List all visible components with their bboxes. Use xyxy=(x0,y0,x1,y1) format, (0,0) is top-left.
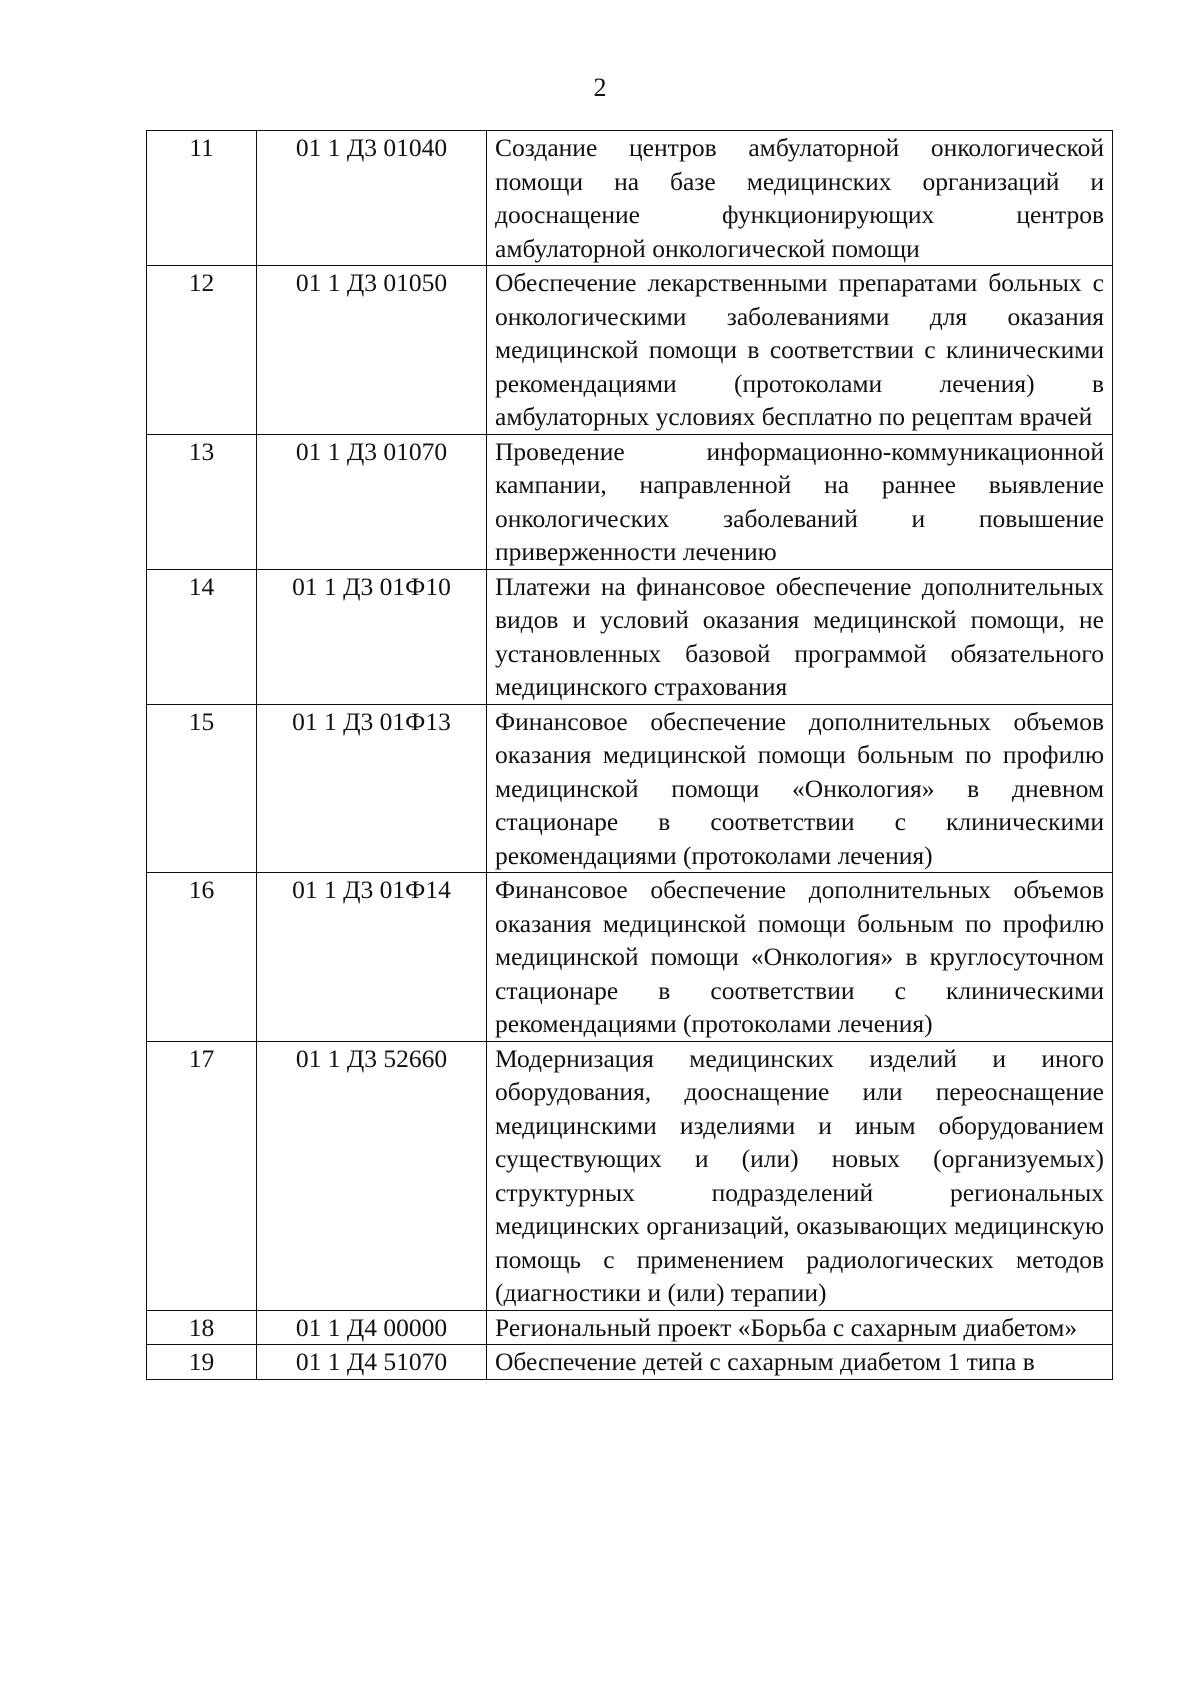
row-description: Платежи на финансовое обеспечение дополнительных видов и условий оказания медицинской помощи, не установленных базовой программой обязательного медицинского страхования xyxy=(487,569,1113,704)
row-description: Создание центров амбулаторной онкологической помощи на базе медицинских организаций и дооснащение функционирующих центров амбулаторной онкологической помощи xyxy=(487,131,1113,266)
row-number: 19 xyxy=(147,1345,257,1380)
table-row xyxy=(147,873,1113,1042)
row-description: Финансовое обеспечение дополнительных объемов оказания медицинской помощи больным по профилю медицинской помощи «Онкология» в дневном стационаре в соответствии с клиническими рекомендациями (протоколами лечения) xyxy=(487,704,1113,873)
budget-code: 01 1 Д4 51070 xyxy=(257,1345,487,1380)
row-number: 16 xyxy=(147,873,257,1042)
row-number: 18 xyxy=(147,1310,257,1345)
row-description: Обеспечение лекарственными препаратами больных с онкологическими заболеваниями для оказания медицинской помощи в соответствии с клиническими рекомендациями (протоколами лечения) в амбулаторных условиях бесплатно по рецептам врачей xyxy=(487,266,1113,435)
table-row xyxy=(147,266,1113,435)
row-description: Модернизация медицинских изделий и иного оборудования, дооснащение или переоснащение медицинскими изделиями и иным оборудованием существующих и (или) новых (организуемых) структурных подразделений региональных медицинских организаций, оказывающих медицинскую помощь с применением радиологических методов (диагностики и (или) терапии) xyxy=(487,1041,1113,1310)
row-number: 15 xyxy=(147,704,257,873)
row-description: Проведение информационно-коммуникационной кампании, направленной на раннее выявление онкологических заболеваний и повышение приверженности лечению xyxy=(487,434,1113,569)
row-description: Финансовое обеспечение дополнительных объемов оказания медицинской помощи больным по профилю медицинской помощи «Онкология» в круглосуточном стационаре в соответствии с клиническими рекомендациями (протоколами лечения) xyxy=(487,873,1113,1042)
table-row xyxy=(147,434,1113,569)
row-number: 11 xyxy=(147,131,257,266)
table-row xyxy=(147,569,1113,704)
budget-code: 01 1 Д3 01Ф13 xyxy=(257,704,487,873)
budget-code: 01 1 Д4 00000 xyxy=(257,1310,487,1345)
row-number: 14 xyxy=(147,569,257,704)
page-number: 2 xyxy=(593,73,607,102)
table-row xyxy=(147,1345,1113,1380)
budget-code-table xyxy=(146,130,1113,1380)
budget-code: 01 1 Д3 01070 xyxy=(257,434,487,569)
row-description: Обеспечение детей с сахарным диабетом 1 типа в xyxy=(487,1345,1113,1380)
budget-code: 01 1 Д3 01Ф10 xyxy=(257,569,487,704)
table-row xyxy=(147,131,1113,266)
row-description: Региональный проект «Борьба с сахарным диабетом» xyxy=(487,1310,1113,1345)
table-row xyxy=(147,1041,1113,1310)
budget-code: 01 1 Д3 01040 xyxy=(257,131,487,266)
budget-code: 01 1 Д3 01Ф14 xyxy=(257,873,487,1042)
table-row xyxy=(147,1310,1113,1345)
budget-code: 01 1 Д3 01050 xyxy=(257,266,487,435)
row-number: 12 xyxy=(147,266,257,435)
table-row xyxy=(147,704,1113,873)
budget-code: 01 1 Д3 52660 xyxy=(257,1041,487,1310)
row-number: 13 xyxy=(147,434,257,569)
row-number: 17 xyxy=(147,1041,257,1310)
